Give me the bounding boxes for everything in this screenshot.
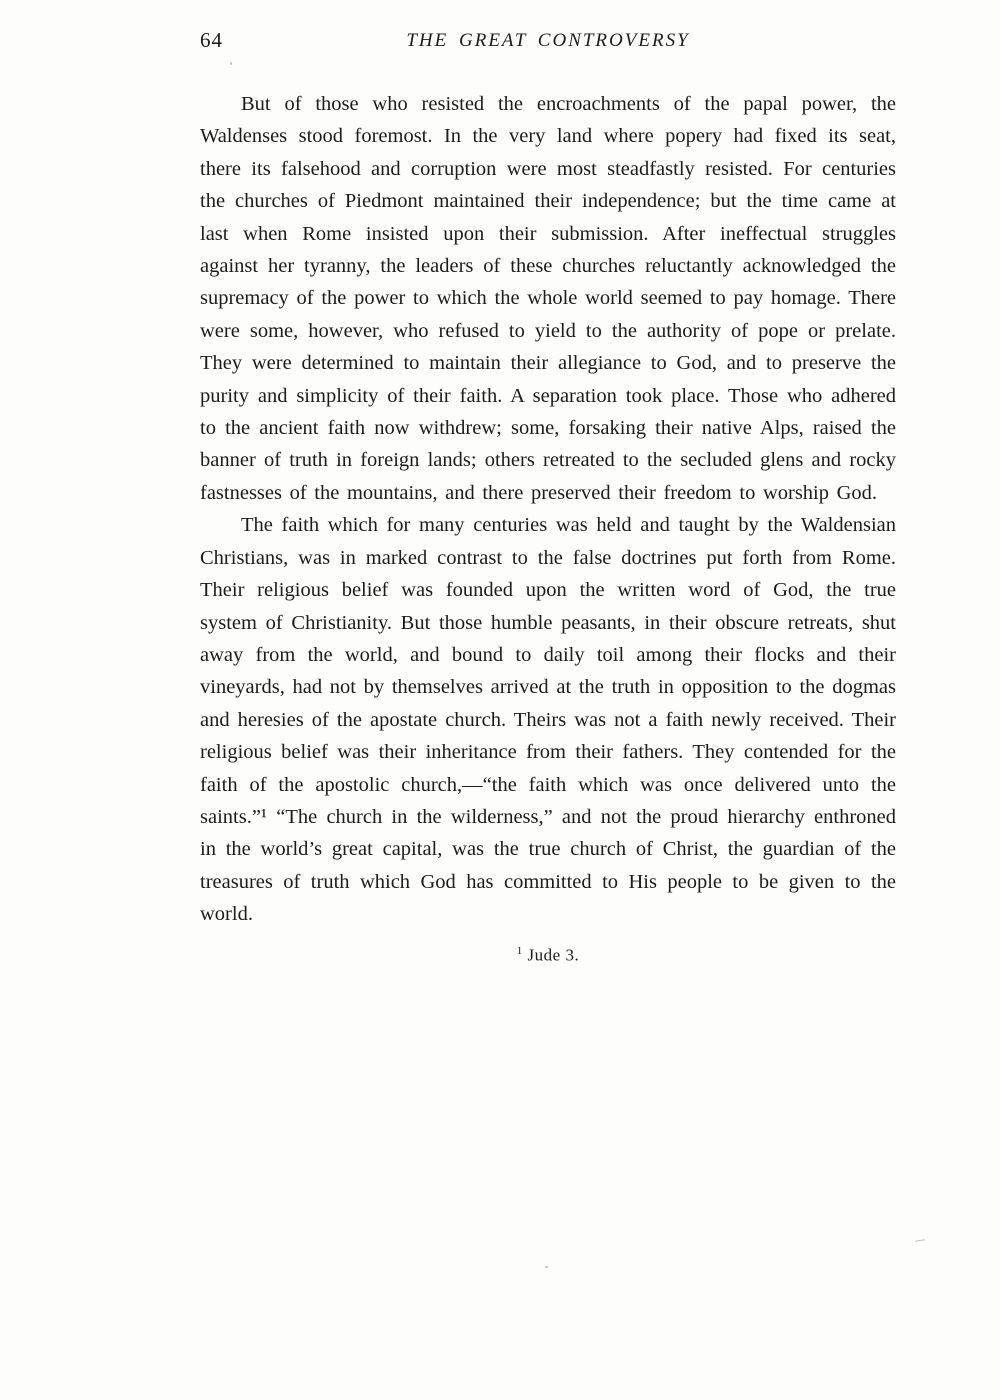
body-paragraph-2: The faith which for many centuries was held and taught by the Waldensian Christians, was in marked contrast to the false doctrines put forth from Rome. Their religious belief was founded upon the written word of God, the true system of Christianity. But those humble peasants, in their obscure retreats, shut away from the world, and bound to daily toil among their flocks and their vineyards, had not by themselves arrived at the truth in opposition to the dogmas and heresies of the apostate church. Theirs was not a faith newly received. Their religious belief was their inheritance from their fathers. They contended for the faith of the apostolic church,—“the faith which was once delivered unto the saints.”¹ “The church in the wilderness,” and not the proud hierarchy enthroned in the world’s great capital, was the true church of Christ, the guardian of the treasures of truth which God has committed to His people to be given to the world.: [200, 514, 896, 926]
page-number: 64: [200, 28, 223, 52]
body-paragraph-1: But of those who resisted the encroachments of the papal power, the Waldenses stood foremost. In the very land where popery had fixed its seat, there its falsehood and corruption were most steadfastly resisted. For centuries the churches of Piedmont maintained their independence; but the time came at last when Rome insisted upon their submission. After ineffectual struggles against her tyranny, the leaders of these churches reluctantly acknowledged the supremacy of the power to which the whole world seemed to pay homage. There were some, however, who refused to yield to the authority of pope or prelate. They were determined to maintain their allegiance to God, and to preserve the purity and simplicity of their faith. A separation took place. Those who adhered to the ancient faith now withdrew; some, forsaking their native Alps, raised the banner of truth in foreign lands; others retreated to the secluded glens and rocky fastnesses of the mountains, and there preserved their freedom to worship God.: [200, 93, 896, 504]
scan-artifact: [545, 1266, 548, 1268]
scan-artifact: [230, 62, 232, 65]
running-title: THE GREAT CONTROVERSY: [406, 30, 690, 51]
text-block: [200, 88, 896, 931]
footnote-marker: 1: [516, 944, 523, 957]
footnote: [200, 945, 896, 966]
page-content: [200, 28, 896, 965]
page-header: [200, 28, 896, 62]
footnote-text: Jude 3.: [527, 945, 580, 965]
scan-artifact: [915, 1239, 925, 1241]
